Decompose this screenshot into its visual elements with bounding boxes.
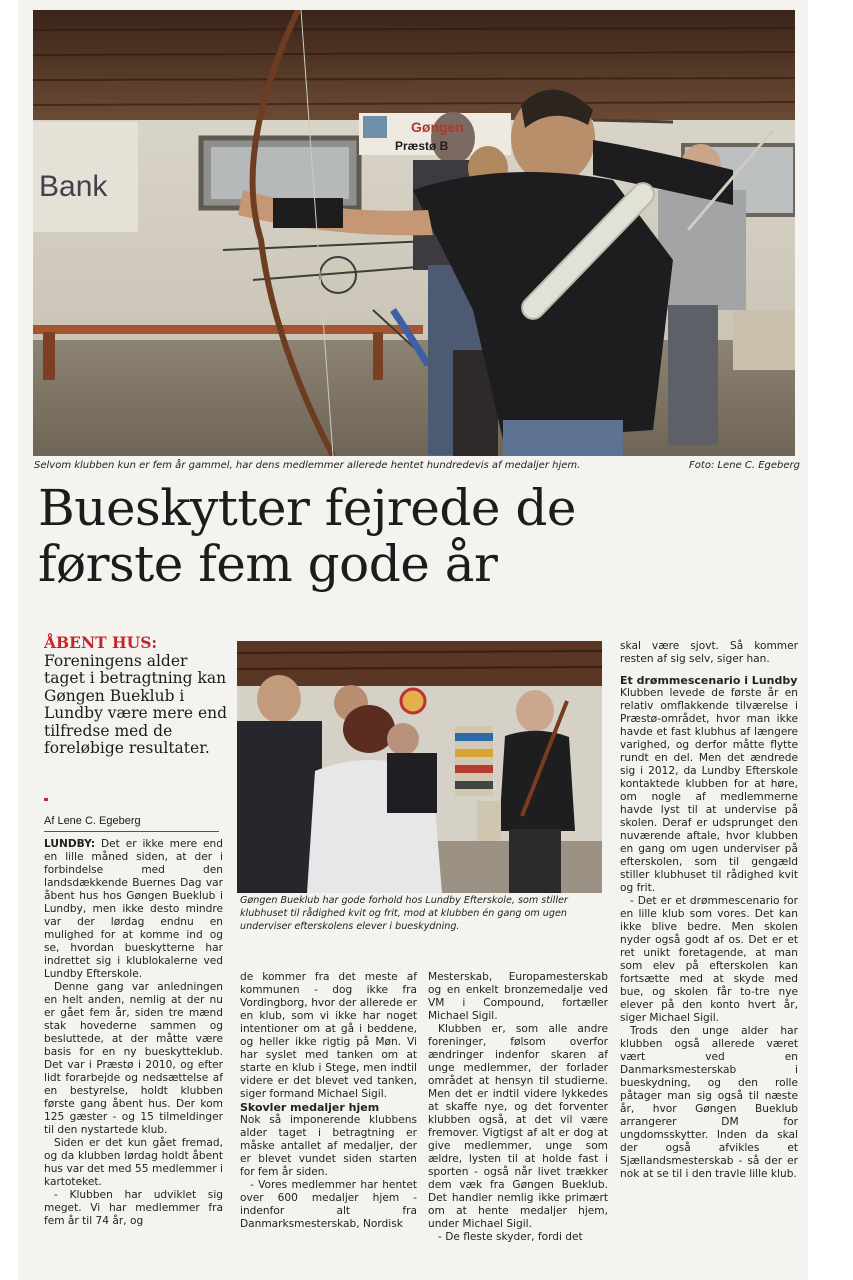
headline (38, 480, 798, 592)
photo-credit: Foto: Lene C. Egeberg (689, 460, 800, 471)
col4-p2: Klubben levede de første år en relativ omflakkende tilværelse i Præstø-området, hvor man ikke havde et fast klubhus af længere varighed, og derfor måtte flytte rundt en del. Men det ændrede sig i 2012, da Lundby Efterskole kontaktede klubben for at høre, om nogle af medlemmerne havde lyst til at undervise på skolen. Deraf er udsprunget den nuværende aftale, hvor klubben en gang om ugen underviser på efterskolen, som til gengæld stiller klubhuset til rådighed kvit og frit. (620, 687, 798, 894)
lead-label: ÅBENT HUS: (44, 633, 158, 652)
col1-p1: Det er ikke mere end en lille måned siden, at der i forbindelse med den landsdækkende Buernes Dag var åbent hus hos Gøngen Bueklub i Lundby, men ikke desto mindre var der lørdag endnu en mulighed for at komme ind og se, hvordan bueskytterne har indrettet sig i klublokalerne ved Lundby Efterskole. (44, 838, 223, 980)
bullet-mark (44, 798, 48, 801)
col4-subhead: Et drømmescenario i Lundby (620, 674, 798, 687)
second-photo-caption: Gøngen Bueklub har gode forhold hos Lundby Efterskole, som stiller klubhuset til rådighed kvit og frit, mod at klubben én gang om ugen underviser efterskolens elever i bueskydning. (240, 895, 568, 932)
col4-p1: skal være sjovt. Så kommer resten af sig selv, siger han. (620, 640, 798, 665)
col2-p1: de kommer fra det meste af kommunen - dog ikke fra Vordingborg, hvor der allerede er en klub, som vi ikke har noget intentioner om at gå i beddene, og heller ikke rigtig på Møn. Vi har syslet med tanken om at starte en klub i Stege, men indtil videre er det blevet ved tanken, siger formand Michael Sigil. (240, 971, 417, 1100)
headline-line1: Bueskytter fejrede de (38, 479, 576, 537)
lead-paragraph (44, 634, 229, 758)
col3-p3: - De fleste skyder, fordi det (438, 1231, 583, 1243)
bank-sign-text: Bank (39, 170, 108, 203)
byline: Af Lene C. Egeberg (44, 815, 219, 832)
main-photo-caption: Selvom klubben kun er fem år gammel, har dens medlemmer allerede hentet hundredevis af medaljer hjem. (34, 460, 581, 471)
club-sign-line1: Gøngen (411, 119, 464, 135)
col4-p4: Trods den unge alder har klubben også allerede været vært ved en Danmarksmesterskab i bueskydning, og den rolle påtager man sig også til næste år, hvor Gøngen Bueklub arrangerer DM for ungdomsskytter. Inden da skal der også afvikles et Sjællandsmesterskab - så der er nok at se til i den travle lille klub. (620, 1025, 798, 1180)
main-photo (33, 10, 795, 456)
second-photo (237, 641, 602, 893)
col1-p3: Siden er det kun gået fremad, og da klubben lørdag holdt åbent hus var det med 55 medlemmer i kartoteket. (44, 1137, 223, 1188)
col4-p3: - Det er et drømmescenario for en lille klub som vores. Det kan ikke blive bedre. Men skolen nyder også godt af os. Det er et ret unikt foretagende, at man som elev på efterskolen kan fortsætte med at skyde med bue, og skolen får to-tre nye elever på den konto hvert år, siger Michael Sigil. (620, 895, 798, 1024)
headline-line2: første fem gode år (38, 535, 498, 593)
column-4 (620, 640, 798, 1181)
dateline: LUNDBY: (44, 838, 96, 850)
column-1 (44, 838, 223, 1228)
col2-p3: - Vores medlemmer har hentet over 600 medaljer hjem - indenfor alt fra Danmarksmesterskab, Nordisk (240, 1179, 417, 1230)
club-sign-line2: Præstø B (395, 139, 449, 153)
col1-p2: Denne gang var anledningen en helt anden, nemlig at der nu er gået fem år, siden tre mænd stak hovederne sammen og besluttede, at der måtte være basis for en ny bueskytteklub. Det var i Præstø i 2010, og efter lidt forarbejde og nedsættelse af en bestyrelse, holdt klubben første gang åbent hus. Der kom 125 gæster - og 15 tilmeldinger til den nystartede klub. (44, 981, 223, 1136)
col2-p2: Nok så imponerende klubbens alder taget i betragtning er måske antallet af medaljer, der er blevet vundet siden starten for fem år siden. (240, 1114, 417, 1178)
col3-p2: Klubben er, som alle andre foreninger, følsom overfor ændringer indenfor skaren af unge medlemmer, der forlader området at hensyn til studierne. Men det er indtil videre lykkedes at skaffe nye, og det forventer klubben også, at det vil være fremover. Vigtigst af alt er dog at give medlemmer, unge som ældre, lysten til at holde fast i sporten - også når livet trækker dem væk fra Gøngen Bueklub. Det handler nemlig ikke primært om at hente medaljer hjem, under Michael Sigil. (428, 1023, 608, 1230)
column-2 (240, 971, 417, 1231)
col2-subhead: Skovler medaljer hjem (240, 1101, 380, 1114)
col1-p4: - Klubben har udviklet sig meget. Vi har medlemmer fra fem år til 74 år, og (44, 1189, 223, 1227)
lead-text: Foreningens alder taget i betragtning kan Gøngen Bueklub i Lundby være mere end tilfredse med de foreløbige resultater. (44, 651, 228, 757)
column-3 (428, 971, 608, 1244)
col3-p1: Mesterskab, Europamesterskab og en enkelt bronzemedalje ved VM i Compound, fortæller Michael Sigil. (428, 971, 608, 1022)
